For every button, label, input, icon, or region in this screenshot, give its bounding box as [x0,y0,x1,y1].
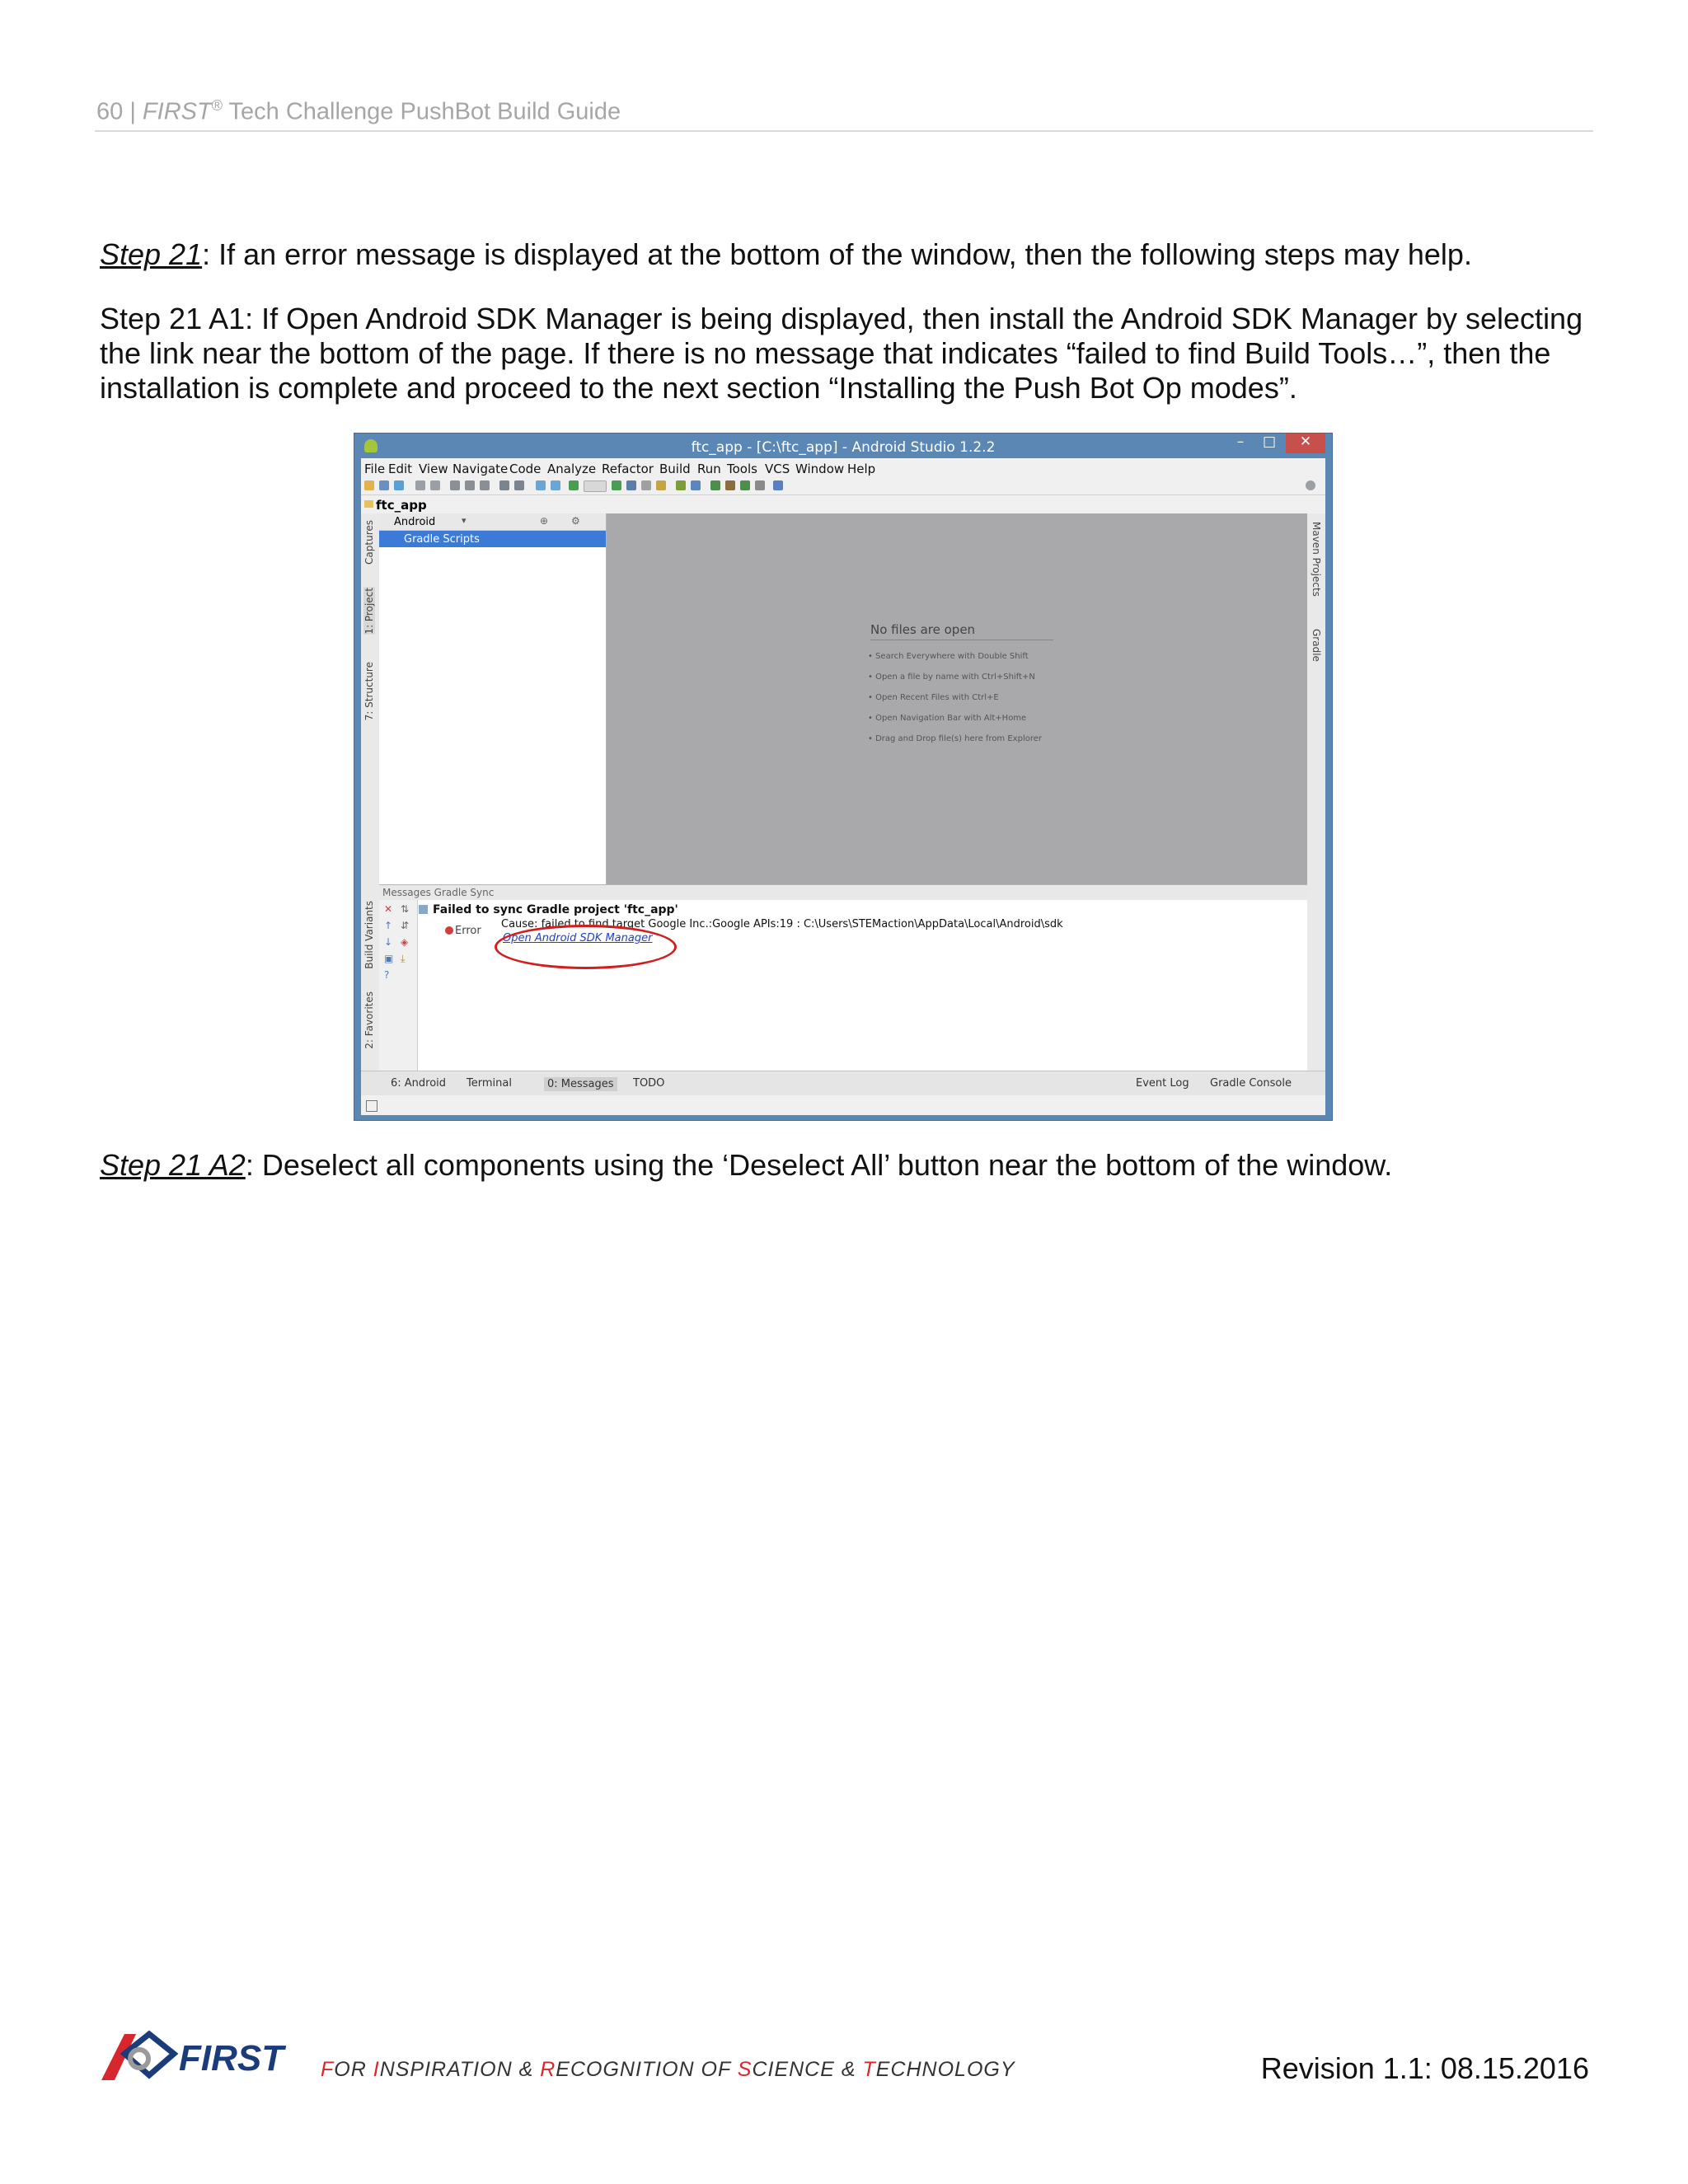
layout-toggle-icon[interactable] [366,1100,377,1112]
help-icon[interactable] [773,480,783,490]
error-label: Error [455,925,481,937]
guide-title: Tech Challenge PushBot Build Guide [222,98,621,125]
run-config-dropdown[interactable] [584,480,607,492]
close-button[interactable]: ✕ [1286,434,1325,453]
editor-hint: • Open Navigation Bar with Alt+Home [868,714,1027,723]
tag-word: CIENCE & [752,2058,863,2081]
folder-icon [364,500,373,508]
messages-panel [379,884,1307,1071]
help-icon[interactable]: ? [384,969,390,981]
tag-cap: S [737,2058,753,2081]
editor-hint: • Search Everywhere with Double Shift [868,652,1029,661]
tool-window-bar [361,1071,1325,1096]
menu-refactor[interactable]: Refactor [602,462,654,476]
footer-tagline [321,2058,1015,2082]
menu-build[interactable]: Build [659,462,691,476]
android-studio-screenshot [354,433,1333,1121]
ide-body [361,458,1325,1115]
breadcrumb[interactable]: ftc_app [376,498,427,513]
tree-item-gradle-scripts[interactable] [379,531,606,547]
header-brand: FIRST [142,98,212,125]
page-header [96,97,621,126]
gradle-sync-icon[interactable] [676,480,686,490]
open-sdk-manager-link[interactable]: Open Android SDK Manager [503,932,653,944]
step-21-paragraph [100,237,1592,272]
tab-android[interactable]: 6: Android [391,1077,447,1090]
copy-icon[interactable] [465,480,475,490]
main-toolbar [361,476,1325,495]
status-bar [361,1095,1325,1115]
step-21-a1-paragraph: Step 21 A1: If Open Android SDK Manager is being displayed, then install the Android SDK Manager by selecting the link near the bottom of the page. If there is no message that indicates “failed to find Build Tools…”, then the installation is complete and proceed to the next section “Installing the Push Bot Op modes”. [100,302,1583,405]
maximize-button[interactable]: □ [1262,434,1277,450]
menu-code[interactable]: Code [509,462,542,476]
editor-area [607,513,1307,884]
tab-event-log[interactable]: Event Log [1136,1077,1189,1090]
paste-icon[interactable] [480,480,490,490]
tab-gradle-console[interactable]: Gradle Console [1210,1077,1292,1090]
logo-wordmark: FIRST [179,2038,284,2079]
tree-item-label: Gradle Scripts [404,533,480,546]
menu-view[interactable]: View [419,462,448,476]
cut-icon[interactable] [450,480,460,490]
navigation-bar [361,495,1325,513]
step-21-a2-text: : Deselect all components using the ‘Deselect All’ button near the bottom of the window. [245,1148,1393,1182]
messages-header [379,885,1307,900]
menu-navigate[interactable]: Navigate [452,462,509,476]
monitor-icon[interactable] [725,480,735,490]
profile-icon[interactable] [656,480,666,490]
tag-cap: R [540,2058,556,2081]
page-number: 60 | [96,98,136,125]
tab-build-variants[interactable]: Build Variants [363,901,375,969]
registered-mark: ® [211,97,223,114]
tag-cap: F [321,2058,335,2081]
tag-word: ECOGNITION OF [556,2058,738,2081]
menu-bar [361,458,1325,476]
attach-icon[interactable] [641,480,651,490]
menu-file[interactable]: File [364,462,386,476]
window-titlebar [354,434,1332,458]
tab-project[interactable]: 1: Project [363,588,375,635]
close-icon[interactable]: ✕ [384,903,393,915]
tag-cap: T [862,2058,876,2081]
messages-toolbar [379,900,418,1071]
open-icon[interactable] [364,480,374,490]
messages-title: Messages Gradle Sync [382,887,495,898]
menu-analyze[interactable]: Analyze [547,462,597,476]
arrow-down-icon[interactable]: ↓ [384,936,393,948]
export-icon[interactable]: ▣ [384,953,394,964]
back-icon[interactable] [536,480,546,490]
find-icon[interactable] [499,480,509,490]
target-icon[interactable]: ⊕ [540,515,549,527]
project-view-selector[interactable]: Android [394,516,436,528]
cause-text: Cause: failed to find target Google Inc.:Google APIs:19 : C:\Users\STEMaction\AppData\Local\Android\sdk [501,918,1063,930]
project-panel-header [379,513,606,531]
filter-icon[interactable]: ◈ [401,936,409,948]
download-icon[interactable] [755,480,765,490]
left-tool-strip [361,513,380,1071]
collapse-all-icon[interactable]: ⇵ [401,920,410,931]
forward-icon[interactable] [551,480,560,490]
highlight-circle [495,925,677,969]
tab-gradle[interactable]: Gradle [1311,629,1322,662]
step-21-a2-paragraph [100,1148,1592,1183]
menu-window[interactable]: Window [795,462,845,476]
menu-tools[interactable]: Tools [727,462,757,476]
project-icon [419,905,428,914]
header-divider [95,130,1593,132]
step-21-a2-label: Step 21 A2 [100,1148,246,1182]
project-panel [379,513,607,884]
first-logo-graphic [100,2029,314,2087]
arrow-up-icon[interactable]: ↑ [384,920,393,931]
tab-structure[interactable]: 7: Structure [363,662,375,721]
download-icon[interactable]: ⤓ [401,953,406,964]
debug-icon[interactable] [626,480,636,490]
sync-icon[interactable] [394,480,404,490]
step-21-text: : If an error message is displayed at the bottom of the window, then the following steps may help. [202,237,1472,271]
tag-word: OR [334,2058,373,2081]
minimize-button[interactable]: – [1236,434,1245,450]
sdk-manager-icon[interactable] [710,480,720,490]
make-icon[interactable] [569,480,579,490]
editor-hint: • Open a file by name with Ctrl+Shift+N [868,673,1035,682]
editor-hint: • Drag and Drop file(s) here from Explorer [868,734,1042,743]
error-icon [445,926,453,935]
tab-captures[interactable]: Captures [363,520,375,565]
tab-favorites[interactable]: 2: Favorites [363,991,375,1049]
menu-vcs[interactable]: VCS [765,462,790,476]
sync-failed-row[interactable] [419,903,678,916]
save-icon[interactable] [379,480,389,490]
tag-word: NSPIRATION & [379,2058,541,2081]
window-title: ftc_app - [C:\ftc_app] - Android Studio 1.2.2 [691,439,996,456]
editor-hint: • Open Recent Files with Ctrl+E [868,693,999,702]
tab-todo[interactable]: TODO [633,1077,665,1090]
tab-terminal[interactable]: Terminal [467,1077,512,1090]
avd-manager-icon[interactable] [691,480,701,490]
android-icon[interactable] [740,480,750,490]
revision-label: Revision 1.1: 08.15.2016 [1260,2051,1589,2085]
undo-icon[interactable] [415,480,425,490]
redo-icon[interactable] [430,480,440,490]
step-21-label: Step 21 [100,237,203,271]
sync-failed-text: Failed to sync Gradle project 'ftc_app' [433,903,678,916]
tag-cap: I [373,2058,380,2081]
run-icon[interactable] [612,480,621,490]
chevron-down-icon[interactable]: ▾ [462,515,467,526]
right-tool-strip [1306,513,1325,1071]
search-icon[interactable] [1306,480,1315,490]
no-files-title: No files are open [870,622,1053,640]
menu-run[interactable]: Run [697,462,721,476]
gear-icon[interactable]: ⚙ [571,515,580,527]
replace-icon[interactable] [514,480,524,490]
menu-edit[interactable]: Edit [388,462,413,476]
first-logo [100,2029,314,2091]
menu-help[interactable]: Help [847,462,876,476]
tab-maven-projects[interactable]: Maven Projects [1311,522,1322,597]
tab-messages[interactable]: 0: Messages [544,1077,617,1091]
tag-word: ECHNOLOGY [875,2058,1015,2081]
expand-all-icon[interactable]: ⇅ [401,903,410,915]
